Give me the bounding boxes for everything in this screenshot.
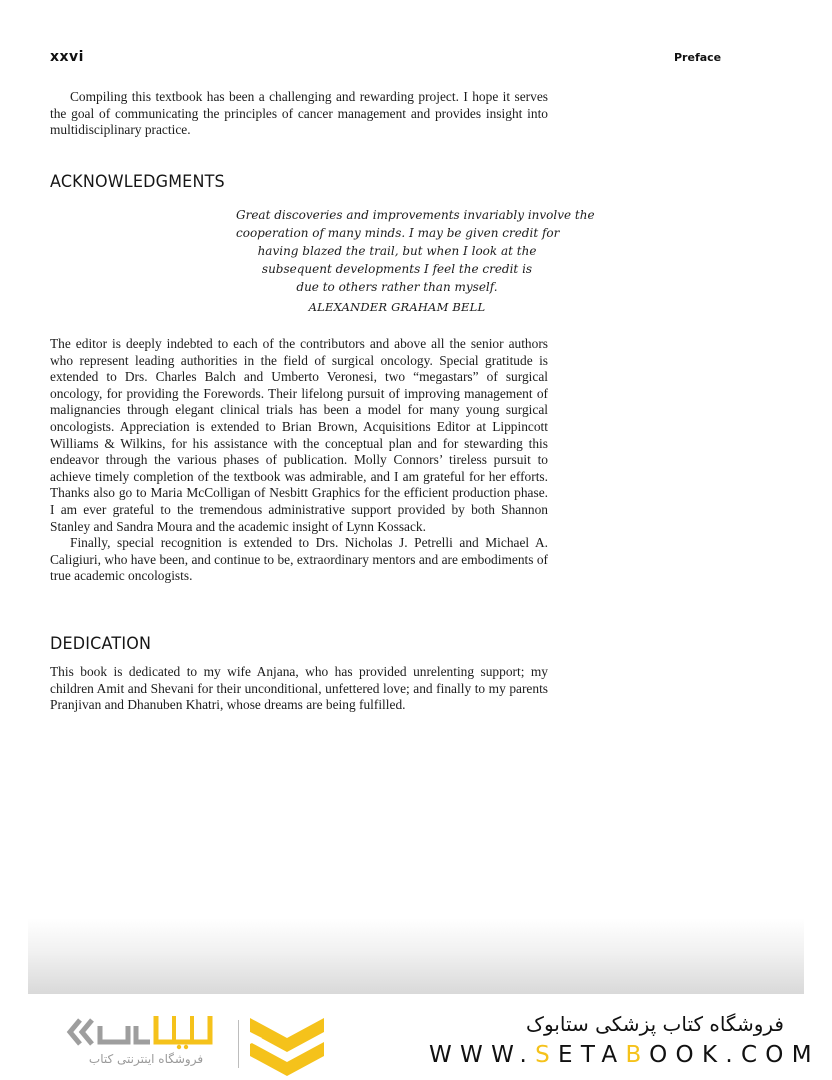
epigraph-line: cooperation of many minds. I may be given credit for	[236, 226, 560, 240]
dedication-paragraph: This book is dedicated to my wife Anjana, who has provided unrelenting support; my children Amit and Shevani for their unconditional, unfettered love; and finally to my parents Pranjivan and Dhanuben Khatri, whose dreams are being fulfilled.	[50, 664, 548, 713]
page-number: xxvi	[50, 49, 84, 65]
store-url[interactable]	[429, 1042, 820, 1068]
intro-paragraph: Compiling this textbook has been a challenging and rewarding project. I hope it serves the goal of communicating the principles of cancer management and provides insight into multidisciplinary practice.	[50, 89, 548, 138]
setabook-logo	[66, 1012, 336, 1076]
url-part: OOK.COM	[649, 1042, 820, 1068]
acknowledgments-heading: ACKNOWLEDGMENTS	[50, 172, 225, 192]
dedication-heading: DEDICATION	[50, 634, 152, 654]
url-accent-letter: B	[625, 1042, 650, 1068]
chevron-emblem-icon	[248, 1016, 326, 1078]
url-part: ETA	[558, 1042, 626, 1068]
epigraph-line: subsequent developments I feel the credit is	[261, 262, 533, 276]
logo-tagline: فروشگاه اینترنتی کتاب	[88, 1052, 204, 1066]
acknowledgments-body	[50, 336, 548, 585]
running-title: Preface	[674, 51, 722, 64]
logo-wordmark-icon	[66, 1012, 216, 1052]
url-part: WWW.	[429, 1042, 536, 1068]
epigraph-attribution: ALEXANDER GRAHAM BELL	[308, 300, 486, 314]
epigraph-line: due to others rather than myself.	[296, 280, 498, 294]
epigraph-quote	[236, 206, 595, 316]
epigraph-line: Great discoveries and improvements invariably involve the	[236, 208, 595, 222]
logo-divider	[238, 1020, 239, 1068]
url-accent-letter: S	[535, 1042, 559, 1068]
acknowledgments-paragraph: The editor is deeply indebted to each of the contributors and above all the senior authors who represent leading authorities in the field of surgical oncology. Special gratitude is extended to Drs. Charles Balch and Umberto Veronesi, two “megastars” of surgical oncology, for providing the Forewords. Their lifelong pursuit of improving management of malignancies through elegant clinical trials has been a model for many young surgical oncologists. Appreciation is extended to Brian Brown, Acquisitions Editor at Lippincott Williams & Wilkins, for his assistance with the conceptual plan and for stewarding this endeavor through the various phases of publication. Molly Connors’ tireless pursuit to achieve timely completion of the textbook was admirable, and I am grateful for her efforts. Thanks also go to Maria McColligan of Nesbitt Graphics for the efficient production phase. I am ever grateful to the tremendous administrative support provided by both Shannon Stanley and Sandra Moura and the academic insight of Lynn Kossack.	[50, 336, 548, 534]
acknowledgments-paragraph: Finally, special recognition is extended to Drs. Nicholas J. Petrelli and Michael A. Caligiuri, who have been, and continue to be, extraordinary mentors and are embodiments of true academic oncologists.	[50, 535, 548, 584]
page-fade-band	[28, 918, 804, 994]
epigraph-line: having blazed the trail, but when I look at the	[257, 244, 537, 258]
store-name: فروشگاه کتاب پزشکی ستابوک	[526, 1012, 784, 1036]
